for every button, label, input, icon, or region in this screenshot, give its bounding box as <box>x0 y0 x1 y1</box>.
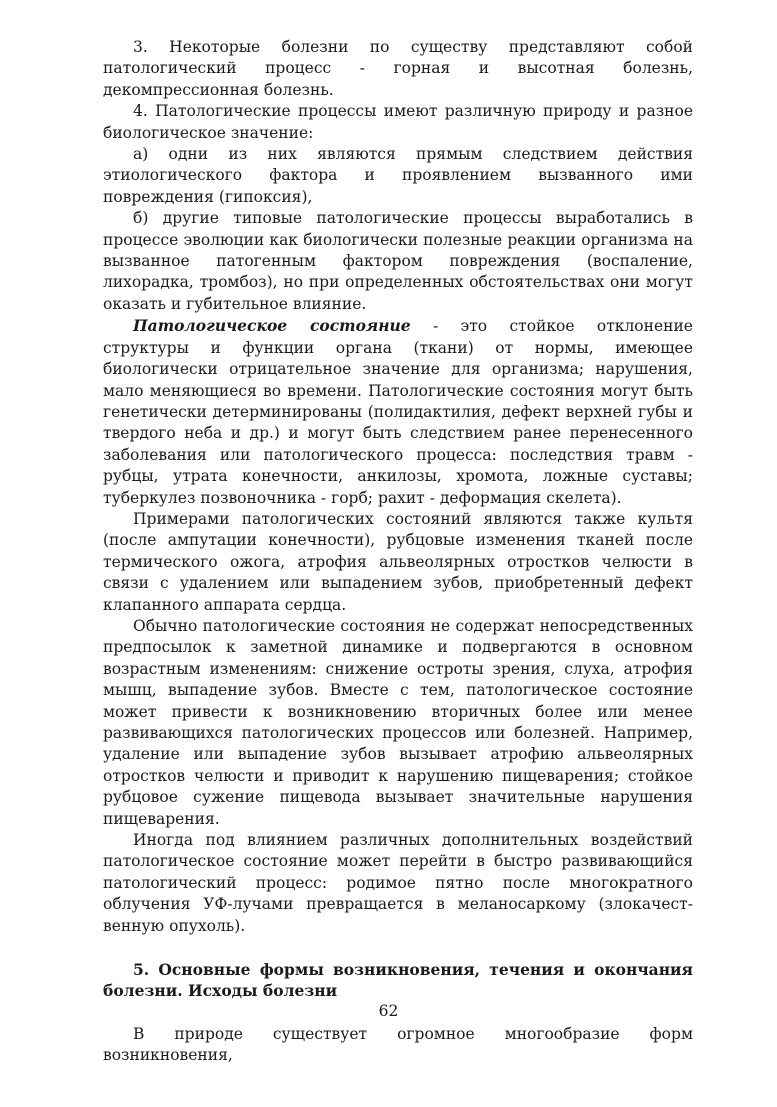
paragraph-1: 3. Некоторые болезни по существу представляют собой патологический процесс - горная и высотная болезнь, декомпрессионная болезнь. <box>103 38 693 99</box>
paragraph-4: б) другие типовые патологические процессы выработались в процессе эволюции как биологически полезные реакции организма на вызванное патогенным фактором повреждения (воспаление, лихорадка, тромбоз), но при определенных обстоятельствах они могут оказать и губительное влияние. <box>103 209 693 313</box>
paragraph-6: Примерами патологических состояний являются также культя (после ампутации конечности), рубцовые изменения тканей после термического ожога, атрофия альвеолярных отростков челюсти в связи с удалением или выпадением зубов, приобретенный дефект клапанного аппарата сердца. <box>103 509 693 614</box>
document-page <box>103 37 693 1067</box>
paragraph-5-text: - это стойкое отклонение структуры и функции органа (ткани) от нормы, имеющее биологически отрицательное значение для организма; нарушения, мало меняющиеся во времени. Патологические состояния могут быть генетически детерминированы (полидактилия, дефект верхней губы и твердого неба и др.) и могут быть следствием ранее перенесенного заболевания или патологического процесса: последствия травм - рубцы, утрата конечности, анкилозы, хромота, ложные суставы; туберкулез позвоночника - горб; рахит - деформация скелета). <box>103 317 693 507</box>
term-pathological-state: Патологическое состояние <box>133 316 411 336</box>
paragraph-8: Иногда под влиянием различных дополнительных воздействий патологическое состояние может перейти в быстро развивающийся патологический процесс: родимое пятно после многократного облучения УФ-лучами превращается в меланосаркому (злокачест-венную опухоль). <box>103 831 693 935</box>
paragraph-7: Обычно патологические состояния не содержат непосредственных предпосылок к заметной динамике и подвергаются в основном возрастным изменениям: снижение остроты зрения, слуха, атрофия мышц, выпадение зубов. Вместе с тем, патологическое состояние может привести к возникновению вторичных более или менее развивающихся патологических процессов или болезней. Например, удаление или выпадение зубов вызывает атрофию альвеолярных отростков челюсти и приводит к нарушению пищеварения; стойкое рубцовое сужение пищевода вызывает значительные нарушения пищеварения. <box>103 616 693 828</box>
section-heading: 5. Основные формы возникновения, течения и окончания болезни. Исходы болезни <box>103 960 693 1001</box>
paragraph-3: а) одни из них являются прямым следствием действия этиологического фактора и проявлением вызванного ими повреждения (гипоксия), <box>103 145 693 206</box>
page-number: 62 <box>378 1002 399 1020</box>
paragraph-2: 4. Патологические процессы имеют различную природу и разное биологическое значение: <box>103 102 693 142</box>
paragraph-pathological-state <box>103 315 693 509</box>
closing-line: В природе существует огромное многообразие форм возникновения, <box>103 1024 693 1065</box>
